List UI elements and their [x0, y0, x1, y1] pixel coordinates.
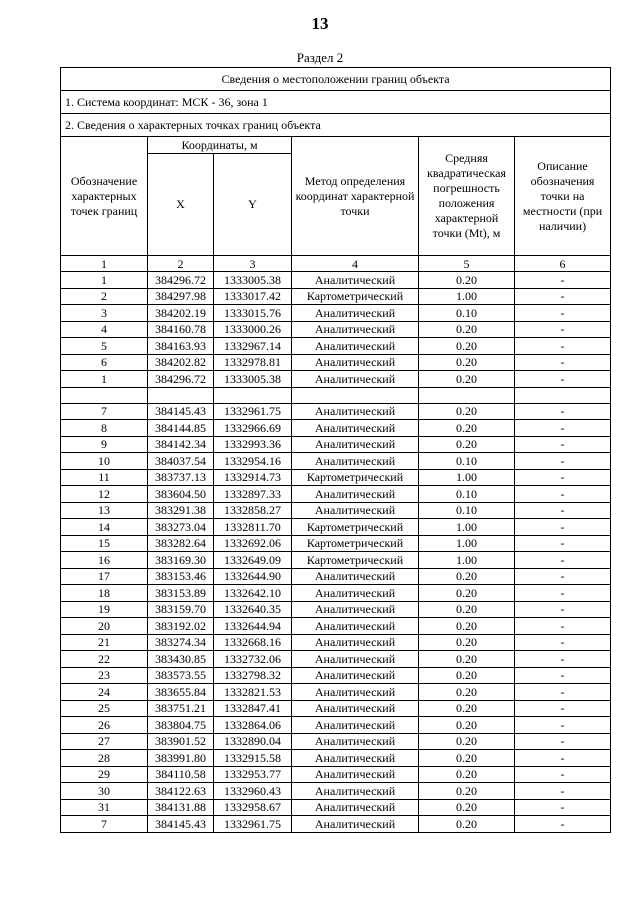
table-row	[61, 354, 611, 371]
mt-cell: 0.20	[419, 799, 515, 816]
description-cell: -	[515, 816, 611, 833]
mt-cell: 1.00	[419, 552, 515, 569]
y-coordinate: 1332644.94	[214, 618, 292, 635]
method-cell: Аналитический	[292, 420, 419, 437]
mt-cell: 0.10	[419, 453, 515, 470]
method-cell: Аналитический	[292, 816, 419, 833]
table-row	[61, 750, 611, 767]
y-coordinate: 1332668.16	[214, 634, 292, 651]
x-coordinate: 384145.43	[148, 403, 214, 420]
description-cell: -	[515, 717, 611, 734]
x-coordinate: 383274.34	[148, 634, 214, 651]
description-cell: -	[515, 733, 611, 750]
description-cell: -	[515, 502, 611, 519]
y-coordinate: 1332966.69	[214, 420, 292, 437]
method-cell: Аналитический	[292, 684, 419, 701]
table-row	[61, 321, 611, 338]
method-cell: Аналитический	[292, 634, 419, 651]
mt-cell: 0.10	[419, 305, 515, 322]
description-cell: -	[515, 684, 611, 701]
mt-cell: 0.20	[419, 717, 515, 734]
mt-cell: 0.20	[419, 436, 515, 453]
description-cell: -	[515, 354, 611, 371]
point-number: 20	[61, 618, 148, 635]
header-method: Метод определения координат характерной точки	[292, 137, 419, 256]
table-row	[61, 618, 611, 635]
y-coordinate: 1332864.06	[214, 717, 292, 734]
table-row	[61, 453, 611, 470]
x-coordinate: 384145.43	[148, 816, 214, 833]
mt-cell: 1.00	[419, 288, 515, 305]
mt-cell: 0.20	[419, 667, 515, 684]
x-coordinate: 384296.72	[148, 371, 214, 388]
method-cell: Аналитический	[292, 750, 419, 767]
table-row	[61, 519, 611, 536]
point-number: 21	[61, 634, 148, 651]
empty-cell	[515, 387, 611, 403]
mt-cell: 1.00	[419, 469, 515, 486]
header-point-designation: Обозначение характерных точек границ	[61, 137, 148, 256]
x-coordinate: 384131.88	[148, 799, 214, 816]
description-cell: -	[515, 403, 611, 420]
point-number: 28	[61, 750, 148, 767]
method-cell: Картометрический	[292, 469, 419, 486]
description-cell: -	[515, 766, 611, 783]
description-cell: -	[515, 750, 611, 767]
table-row	[61, 766, 611, 783]
x-coordinate: 383159.70	[148, 601, 214, 618]
y-coordinate: 1332897.33	[214, 486, 292, 503]
x-coordinate: 383153.89	[148, 585, 214, 602]
table-row	[61, 816, 611, 833]
method-cell: Аналитический	[292, 403, 419, 420]
method-cell: Аналитический	[292, 486, 419, 503]
method-cell: Картометрический	[292, 288, 419, 305]
y-coordinate: 1332798.32	[214, 667, 292, 684]
y-coordinate: 1332914.73	[214, 469, 292, 486]
y-coordinate: 1332811.70	[214, 519, 292, 536]
header-x: X	[148, 154, 214, 256]
x-coordinate: 384202.82	[148, 354, 214, 371]
point-number: 1	[61, 371, 148, 388]
mt-cell: 1.00	[419, 535, 515, 552]
table-row	[61, 783, 611, 800]
table-row	[61, 535, 611, 552]
x-coordinate: 383604.50	[148, 486, 214, 503]
description-cell: -	[515, 519, 611, 536]
method-cell: Аналитический	[292, 766, 419, 783]
y-coordinate: 1333015.76	[214, 305, 292, 322]
method-cell: Аналитический	[292, 733, 419, 750]
points-heading-row: 2. Сведения о характерных точках границ объекта	[61, 114, 611, 137]
mt-cell: 0.20	[419, 585, 515, 602]
point-number: 12	[61, 486, 148, 503]
y-coordinate: 1332644.90	[214, 568, 292, 585]
x-coordinate: 383282.64	[148, 535, 214, 552]
description-cell: -	[515, 453, 611, 470]
y-coordinate: 1332858.27	[214, 502, 292, 519]
y-coordinate: 1332978.81	[214, 354, 292, 371]
y-coordinate: 1332958.67	[214, 799, 292, 816]
boundary-table	[60, 67, 611, 833]
coord-system-row: 1. Система координат: МСК - 36, зона 1	[61, 91, 611, 114]
y-coordinate: 1332642.10	[214, 585, 292, 602]
point-number: 7	[61, 816, 148, 833]
method-cell: Аналитический	[292, 618, 419, 635]
description-cell: -	[515, 272, 611, 289]
method-cell: Картометрический	[292, 552, 419, 569]
description-cell: -	[515, 651, 611, 668]
method-cell: Аналитический	[292, 700, 419, 717]
mt-cell: 0.20	[419, 733, 515, 750]
point-number: 3	[61, 305, 148, 322]
method-cell: Аналитический	[292, 371, 419, 388]
point-number: 2	[61, 288, 148, 305]
point-number: 9	[61, 436, 148, 453]
x-coordinate: 383573.55	[148, 667, 214, 684]
mt-cell: 0.20	[419, 354, 515, 371]
mt-cell: 0.20	[419, 371, 515, 388]
table-row	[61, 502, 611, 519]
description-cell: -	[515, 700, 611, 717]
x-coordinate: 383169.30	[148, 552, 214, 569]
method-cell: Аналитический	[292, 305, 419, 322]
mt-cell: 0.20	[419, 783, 515, 800]
description-cell: -	[515, 601, 611, 618]
empty-cell	[61, 387, 148, 403]
point-number: 15	[61, 535, 148, 552]
point-number: 1	[61, 272, 148, 289]
point-number: 6	[61, 354, 148, 371]
x-coordinate: 383901.52	[148, 733, 214, 750]
description-cell: -	[515, 420, 611, 437]
description-cell: -	[515, 667, 611, 684]
column-number: 4	[292, 256, 419, 272]
mt-cell: 0.20	[419, 618, 515, 635]
x-coordinate: 383430.85	[148, 651, 214, 668]
point-number: 23	[61, 667, 148, 684]
point-number: 18	[61, 585, 148, 602]
mt-cell: 0.20	[419, 272, 515, 289]
x-coordinate: 383192.02	[148, 618, 214, 635]
method-cell: Аналитический	[292, 601, 419, 618]
column-number: 6	[515, 256, 611, 272]
mt-cell: 0.20	[419, 700, 515, 717]
y-coordinate: 1333005.38	[214, 272, 292, 289]
point-number: 14	[61, 519, 148, 536]
mt-cell: 0.20	[419, 684, 515, 701]
y-coordinate: 1332960.43	[214, 783, 292, 800]
mt-cell: 0.10	[419, 502, 515, 519]
method-cell: Аналитический	[292, 667, 419, 684]
method-cell: Аналитический	[292, 354, 419, 371]
y-coordinate: 1332961.75	[214, 403, 292, 420]
method-cell: Аналитический	[292, 651, 419, 668]
method-cell: Аналитический	[292, 568, 419, 585]
mt-cell: 0.20	[419, 766, 515, 783]
y-coordinate: 1332847.41	[214, 700, 292, 717]
mt-cell: 0.20	[419, 651, 515, 668]
method-cell: Аналитический	[292, 783, 419, 800]
description-cell: -	[515, 469, 611, 486]
description-cell: -	[515, 305, 611, 322]
x-coordinate: 383655.84	[148, 684, 214, 701]
method-cell: Аналитический	[292, 453, 419, 470]
table-row	[61, 552, 611, 569]
header-y: Y	[214, 154, 292, 256]
table-title: Сведения о местоположении границ объекта	[61, 68, 611, 91]
point-number: 4	[61, 321, 148, 338]
y-coordinate: 1332890.04	[214, 733, 292, 750]
method-cell: Аналитический	[292, 502, 419, 519]
mt-cell: 0.20	[419, 321, 515, 338]
mt-cell: 0.20	[419, 750, 515, 767]
description-cell: -	[515, 288, 611, 305]
method-cell: Аналитический	[292, 436, 419, 453]
method-cell: Аналитический	[292, 799, 419, 816]
method-cell: Аналитический	[292, 272, 419, 289]
empty-cell	[214, 387, 292, 403]
point-number: 5	[61, 338, 148, 355]
header-description: Описание обозначения точки на местности (при наличии)	[515, 137, 611, 256]
description-cell: -	[515, 371, 611, 388]
x-coordinate: 384297.98	[148, 288, 214, 305]
mt-cell: 0.20	[419, 568, 515, 585]
description-cell: -	[515, 436, 611, 453]
table-row	[61, 684, 611, 701]
table-row	[61, 338, 611, 355]
point-number: 27	[61, 733, 148, 750]
x-coordinate: 384037.54	[148, 453, 214, 470]
column-numbers-row	[61, 256, 611, 272]
column-number: 2	[148, 256, 214, 272]
description-cell: -	[515, 321, 611, 338]
y-coordinate: 1332961.75	[214, 816, 292, 833]
table-row	[61, 634, 611, 651]
table-row	[61, 288, 611, 305]
point-number: 8	[61, 420, 148, 437]
mt-cell: 0.20	[419, 403, 515, 420]
y-coordinate: 1332692.06	[214, 535, 292, 552]
description-cell: -	[515, 486, 611, 503]
x-coordinate: 383273.04	[148, 519, 214, 536]
table-row	[61, 371, 611, 388]
table-row	[61, 436, 611, 453]
x-coordinate: 383737.13	[148, 469, 214, 486]
table-row	[61, 272, 611, 289]
x-coordinate: 383804.75	[148, 717, 214, 734]
table-row	[61, 568, 611, 585]
x-coordinate: 384202.19	[148, 305, 214, 322]
empty-cell	[148, 387, 214, 403]
x-coordinate: 383153.46	[148, 568, 214, 585]
empty-cell	[292, 387, 419, 403]
point-number: 11	[61, 469, 148, 486]
x-coordinate: 384296.72	[148, 272, 214, 289]
point-number: 26	[61, 717, 148, 734]
contour-separator-row	[61, 387, 611, 403]
section-label: Раздел 2	[296, 50, 344, 65]
description-cell: -	[515, 618, 611, 635]
table-body	[61, 68, 611, 833]
table-row	[61, 305, 611, 322]
point-number: 24	[61, 684, 148, 701]
mt-cell: 0.20	[419, 338, 515, 355]
description-cell: -	[515, 585, 611, 602]
table-row	[61, 601, 611, 618]
table-row	[61, 733, 611, 750]
x-coordinate: 384163.93	[148, 338, 214, 355]
point-number: 30	[61, 783, 148, 800]
y-coordinate: 1332821.53	[214, 684, 292, 701]
y-coordinate: 1332732.06	[214, 651, 292, 668]
table-row	[61, 717, 611, 734]
method-cell: Картометрический	[292, 519, 419, 536]
description-cell: -	[515, 783, 611, 800]
point-number: 29	[61, 766, 148, 783]
y-coordinate: 1332967.14	[214, 338, 292, 355]
page-number: 13	[311, 14, 329, 33]
table-row	[61, 651, 611, 668]
mt-cell: 0.20	[419, 634, 515, 651]
x-coordinate: 384144.85	[148, 420, 214, 437]
description-cell: -	[515, 568, 611, 585]
table-row	[61, 667, 611, 684]
x-coordinate: 384160.78	[148, 321, 214, 338]
y-coordinate: 1332649.09	[214, 552, 292, 569]
x-coordinate: 383291.38	[148, 502, 214, 519]
point-number: 17	[61, 568, 148, 585]
description-cell: -	[515, 535, 611, 552]
y-coordinate: 1333000.26	[214, 321, 292, 338]
point-number: 19	[61, 601, 148, 618]
table-row	[61, 403, 611, 420]
table-row	[61, 585, 611, 602]
description-cell: -	[515, 799, 611, 816]
y-coordinate: 1332954.16	[214, 453, 292, 470]
y-coordinate: 1332953.77	[214, 766, 292, 783]
table-row	[61, 486, 611, 503]
column-number: 1	[61, 256, 148, 272]
mt-cell: 1.00	[419, 519, 515, 536]
x-coordinate: 384110.58	[148, 766, 214, 783]
column-number: 3	[214, 256, 292, 272]
point-number: 10	[61, 453, 148, 470]
y-coordinate: 1333017.42	[214, 288, 292, 305]
empty-cell	[419, 387, 515, 403]
y-coordinate: 1332915.58	[214, 750, 292, 767]
point-number: 7	[61, 403, 148, 420]
table-row	[61, 700, 611, 717]
table-row	[61, 799, 611, 816]
x-coordinate: 383991.80	[148, 750, 214, 767]
method-cell: Аналитический	[292, 717, 419, 734]
x-coordinate: 384122.63	[148, 783, 214, 800]
y-coordinate: 1333005.38	[214, 371, 292, 388]
mt-cell: 0.10	[419, 486, 515, 503]
point-number: 25	[61, 700, 148, 717]
x-coordinate: 384142.34	[148, 436, 214, 453]
method-cell: Аналитический	[292, 585, 419, 602]
description-cell: -	[515, 338, 611, 355]
method-cell: Картометрический	[292, 535, 419, 552]
y-coordinate: 1332640.35	[214, 601, 292, 618]
y-coordinate: 1332993.36	[214, 436, 292, 453]
mt-cell: 0.20	[419, 420, 515, 437]
header-coordinates: Координаты, м	[148, 137, 292, 154]
column-number: 5	[419, 256, 515, 272]
mt-cell: 0.20	[419, 601, 515, 618]
point-number: 13	[61, 502, 148, 519]
point-number: 31	[61, 799, 148, 816]
mt-cell: 0.20	[419, 816, 515, 833]
method-cell: Аналитический	[292, 321, 419, 338]
point-number: 22	[61, 651, 148, 668]
point-number: 16	[61, 552, 148, 569]
header-rms-error: Средняя квадратическая погрешность положения характерной точки (Mt), м	[419, 137, 515, 256]
x-coordinate: 383751.21	[148, 700, 214, 717]
table-row	[61, 469, 611, 486]
method-cell: Аналитический	[292, 338, 419, 355]
description-cell: -	[515, 552, 611, 569]
description-cell: -	[515, 634, 611, 651]
table-row	[61, 420, 611, 437]
